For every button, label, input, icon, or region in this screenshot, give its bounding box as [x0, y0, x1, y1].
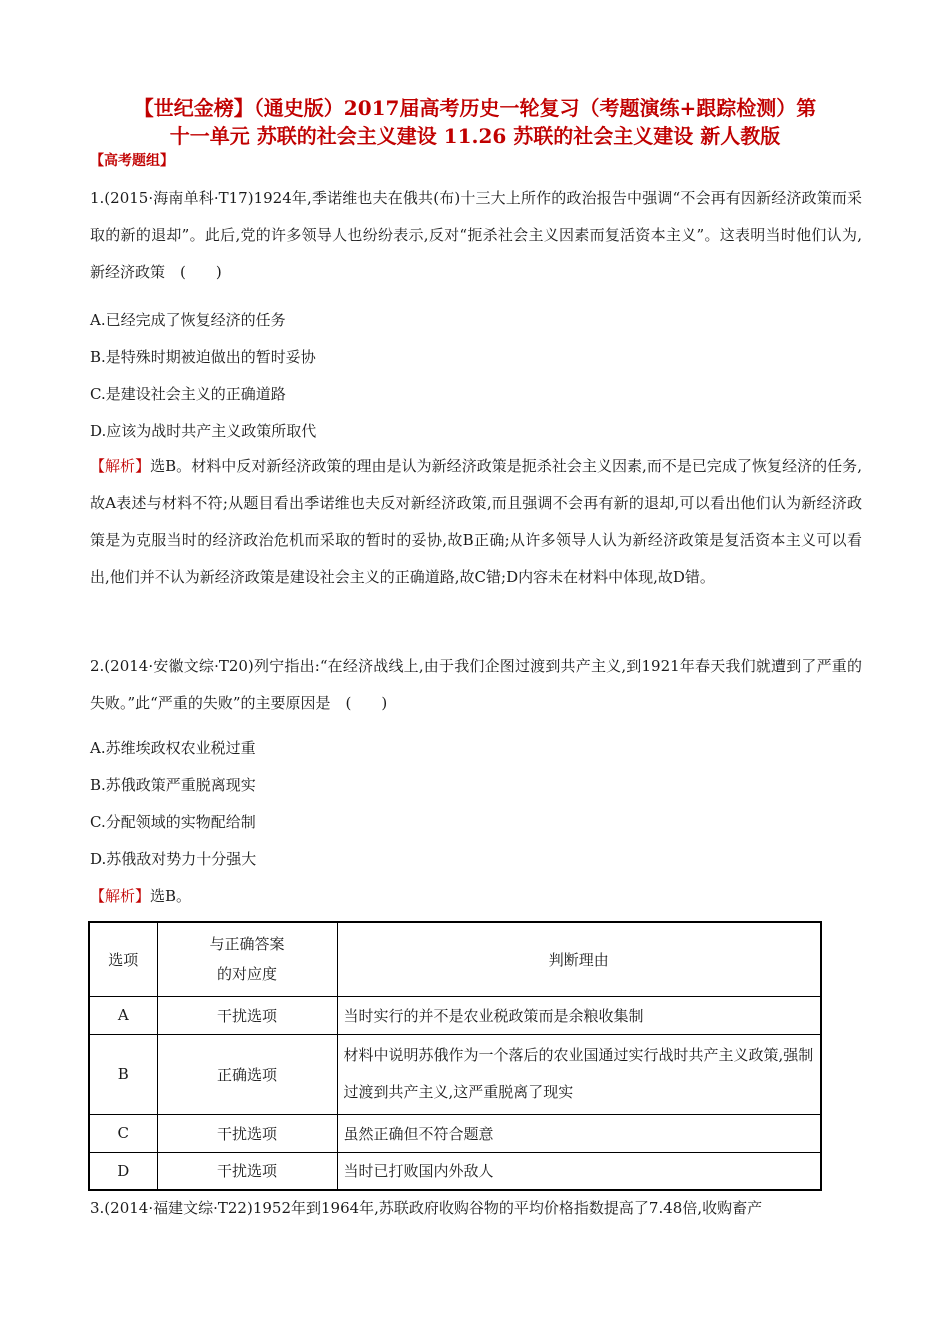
- q2-option-b: B.苏俄政策严重脱离现实: [90, 776, 256, 794]
- q3-stem: 3.(2014·福建文综·T22)1952年到1964年,苏联政府收购谷物的平均价格指数提高了7.48倍,收购畜产: [90, 1199, 763, 1217]
- table-header-row: [89, 922, 821, 996]
- q1-stem: 1.(2015·海南单科·T17)1924年,季诺维也夫在俄共(布)十三大上所作的政治报告中强调“不会再有因新经济政策而采取的新的退却”。此后,党的许多领导人也纷纷表示,反对“扼杀社会主义因素而复活资本主义”。这表明当时他们认为,新经济政策 ( ): [90, 189, 862, 281]
- table-row: [89, 1114, 821, 1152]
- row-option: B: [89, 1034, 157, 1114]
- q1-option-d: D.应该为战时共产主义政策所取代: [90, 422, 317, 440]
- section-label: 【高考题组】: [90, 153, 174, 169]
- row-correspondence: 正确选项: [157, 1034, 337, 1114]
- q1-option-b: B.是特殊时期被迫做出的暂时妥协: [90, 348, 316, 366]
- q2-analysis-text: 选B。: [150, 887, 192, 905]
- row-option: A: [89, 996, 157, 1034]
- q2-option-d: D.苏俄敌对势力十分强大: [90, 850, 257, 868]
- table-row: [89, 1152, 821, 1190]
- answer-table: [88, 921, 822, 1191]
- header-reason: 判断理由: [337, 922, 821, 996]
- q2-option-a: A.苏维埃政权农业税过重: [90, 739, 256, 757]
- row-correspondence: 干扰选项: [157, 1152, 337, 1190]
- row-reason: 材料中说明苏俄作为一个落后的农业国通过实行战时共产主义政策,强制过渡到共产主义,这严重脱离了现实: [337, 1034, 821, 1114]
- q2-stem: 2.(2014·安徽文综·T20)列宁指出:“在经济战线上,由于我们企图过渡到共产主义,到1921年春天我们就遭到了严重的失败。”此“严重的失败”的主要原因是 ( ): [90, 657, 862, 712]
- table-row: [89, 996, 821, 1034]
- header-option: 选项: [89, 922, 157, 996]
- q2-analysis: [90, 885, 191, 906]
- q1-analysis: [90, 448, 862, 596]
- title-line-2: 十一单元 苏联的社会主义建设 11.26 苏联的社会主义建设 新人教版: [169, 124, 781, 148]
- row-option: C: [89, 1114, 157, 1152]
- document-title: [40, 94, 910, 150]
- table-row: [89, 1034, 821, 1114]
- header-correspondence: 与正确答案 的对应度: [157, 922, 337, 996]
- row-correspondence: 干扰选项: [157, 1114, 337, 1152]
- title-line-1: 【世纪金榜】（通史版）2017届高考历史一轮复习（考题演练+跟踪检测）第: [133, 96, 817, 120]
- q1-analysis-label: 【解析】: [90, 457, 151, 475]
- row-reason: 虽然正确但不符合题意: [337, 1114, 821, 1152]
- row-reason: 当时实行的并不是农业税政策而是余粮收集制: [337, 996, 821, 1034]
- row-reason: 当时已打败国内外敌人: [337, 1152, 821, 1190]
- row-option: D: [89, 1152, 157, 1190]
- q2-analysis-label: 【解析】: [90, 887, 151, 905]
- q1-option-a: A.已经完成了恢复经济的任务: [90, 311, 286, 329]
- q2-option-c: C.分配领域的实物配给制: [90, 813, 256, 831]
- row-correspondence: 干扰选项: [157, 996, 337, 1034]
- q1-option-c: C.是建设社会主义的正确道路: [90, 385, 286, 403]
- q1-analysis-text: 选B。材料中反对新经济政策的理由是认为新经济政策是扼杀社会主义因素,而不是已完成了恢复经济的任务,故A表述与材料不符;从题目看出季诺维也夫反对新经济政策,而且强调不会再有新的退却,可以看出他们认为新经济政策是为克服当时的经济政治危机而采取的暂时的妥协,故B正确;从许多领导人认为新经济政策是复活资本主义可以看出,他们并不认为新经济政策是建设社会主义的正确道路,故C错;D内容未在材料中体现,故D错。: [90, 457, 862, 586]
